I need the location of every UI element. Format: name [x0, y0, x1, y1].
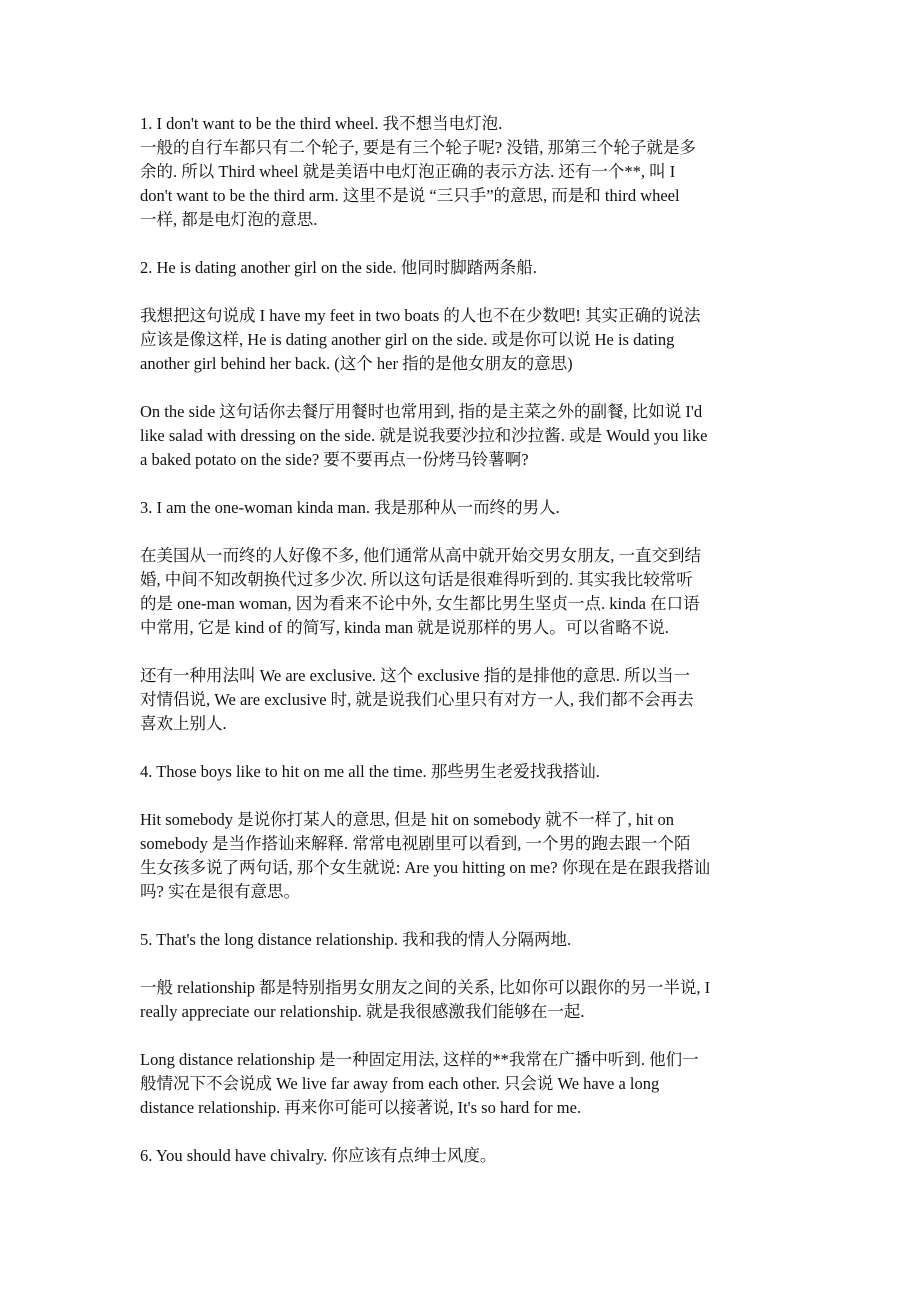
paragraph-line: 在美国从一而终的人好像不多, 他们通常从高中就开始交男女朋友, 一直交到结 [140, 546, 701, 565]
paragraph-line: 还有一种用法叫 We are exclusive. 这个 exclusive 指的是排他的意思. 所以当一 [140, 666, 690, 685]
paragraph-line: somebody 是当作搭讪来解释. 常常电视剧里可以看到, 一个男的跑去跟一个陌 [140, 834, 691, 853]
paragraph-line: 吗? 实在是很有意思。 [140, 882, 300, 901]
heading-text: 1. I don't want to be the third wheel. 我不想当电灯泡. [140, 114, 503, 133]
paragraph-line: distance relationship. 再来你可能可以接著说, It's so hard for me. [140, 1098, 582, 1117]
paragraph-line: On the side 这句话你去餐厅用餐时也常用到, 指的是主菜之外的副餐, 比如说 I'd [140, 402, 703, 421]
paragraph-line: 余的. 所以 Third wheel 就是美语中电灯泡正确的表示方法. 还有一个**, 叫 I [140, 162, 676, 181]
paragraph-line: 中常用, 它是 kind of 的简写, kinda man 就是说那样的男人。可以省略不说. [140, 618, 669, 637]
heading-text: 6. You should have chivalry. 你应该有点绅士风度。 [140, 1146, 497, 1165]
paragraph-line: 一般的自行车都只有二个轮子, 要是有三个轮子呢? 没错, 那第三个轮子就是多 [140, 138, 696, 157]
paragraph-line: don't want to be the third arm. 这里不是说 “三只手”的意思, 而是和 third wheel [140, 186, 680, 205]
heading-text: 5. That's the long distance relationship. 我和我的情人分隔两地. [140, 930, 572, 949]
paragraph-line: 般情况下不会说成 We live far away from each other. 只会说 We have a long [140, 1074, 660, 1093]
section-6-heading [140, 1144, 790, 1168]
paragraph-line: 我想把这句说成 I have my feet in two boats 的人也不在少数吧! 其实正确的说法 [140, 306, 701, 325]
section-2-paragraph-2 [140, 400, 790, 472]
paragraph-line: 一般 relationship 都是特别指男女朋友之间的关系, 比如你可以跟你的另一半说, I [140, 978, 711, 997]
section-3-paragraph-2 [140, 664, 790, 736]
paragraph-line: 的是 one-man woman, 因为看来不论中外, 女生都比男生坚贞一点. kinda 在口语 [140, 594, 700, 613]
document-page [140, 112, 790, 1192]
paragraph-line: 一样, 都是电灯泡的意思. [140, 210, 318, 229]
section-1-heading [140, 112, 790, 136]
section-5-heading [140, 928, 790, 952]
paragraph-line: really appreciate our relationship. 就是我很感激我们能够在一起. [140, 1002, 585, 1021]
paragraph-line: 喜欢上别人. [140, 714, 227, 733]
paragraph-line: 对情侣说, We are exclusive 时, 就是说我们心里只有对方一人, 我们都不会再去 [140, 690, 694, 709]
section-4-paragraph-1 [140, 808, 790, 904]
paragraph-line: Hit somebody 是说你打某人的意思, 但是 hit on somebody 就不一样了, hit on [140, 810, 674, 829]
paragraph-line: 婚, 中间不知改朝换代过多少次. 所以这句话是很难得听到的. 其实我比较常听 [140, 570, 693, 589]
section-4-heading [140, 760, 790, 784]
section-5-paragraph-1 [140, 976, 790, 1024]
paragraph-line: another girl behind her back. (这个 her 指的是他女朋友的意思) [140, 354, 573, 373]
paragraph-line: a baked potato on the side? 要不要再点一份烤马铃薯啊? [140, 450, 529, 469]
section-1-paragraph-1 [140, 136, 790, 232]
section-3-heading [140, 496, 790, 520]
paragraph-line: like salad with dressing on the side. 就是说我要沙拉和沙拉酱. 或是 Would you like [140, 426, 708, 445]
heading-text: 4. Those boys like to hit on me all the time. 那些男生老爱找我搭讪. [140, 762, 600, 781]
section-5-paragraph-2 [140, 1048, 790, 1120]
paragraph-line: 生女孩多说了两句话, 那个女生就说: Are you hitting on me? 你现在是在跟我搭讪 [140, 858, 711, 877]
section-3-paragraph-1 [140, 544, 790, 640]
heading-text: 2. He is dating another girl on the side. 他同时脚踏两条船. [140, 258, 537, 277]
paragraph-line: Long distance relationship 是一种固定用法, 这样的**我常在广播中听到. 他们一 [140, 1050, 699, 1069]
section-2-paragraph-1 [140, 304, 790, 376]
heading-text: 3. I am the one-woman kinda man. 我是那种从一而终的男人. [140, 498, 560, 517]
paragraph-line: 应该是像这样, He is dating another girl on the side. 或是你可以说 He is dating [140, 330, 675, 349]
section-2-heading [140, 256, 790, 280]
